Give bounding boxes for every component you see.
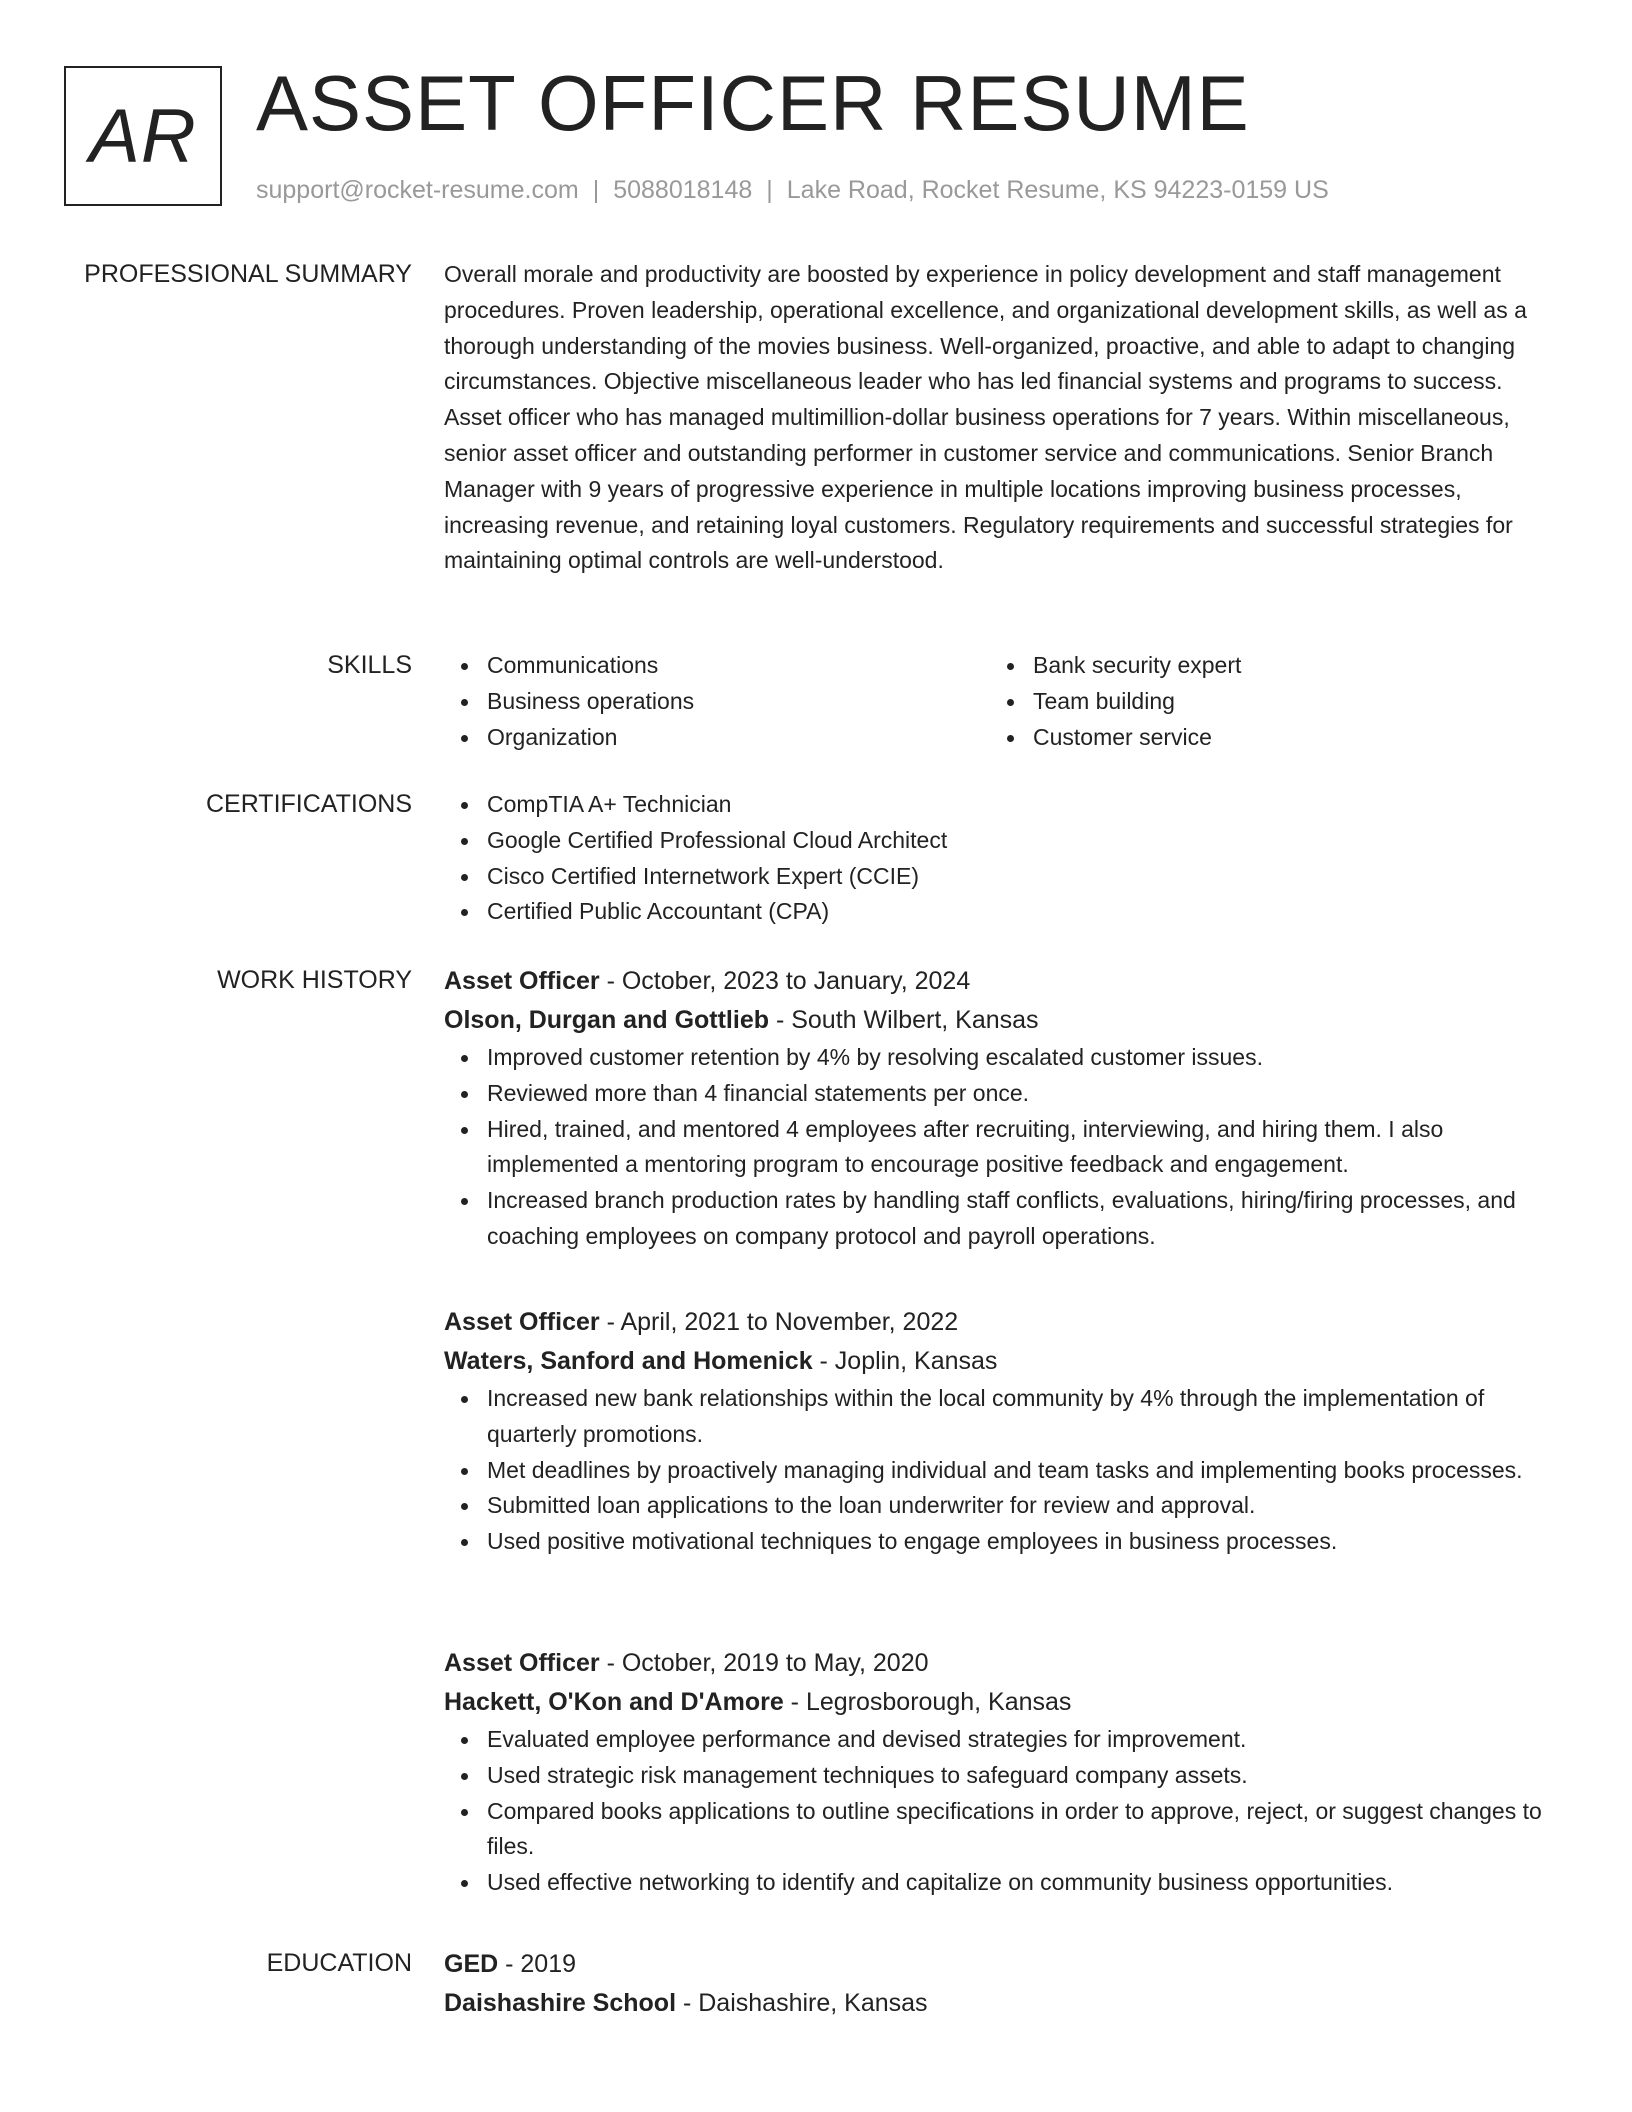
- job-bullet: Compared books applications to outline specifications in order to approve, reject, or suggest changes to files.: [487, 1794, 1556, 1866]
- education-label: EDUCATION: [266, 1949, 412, 1977]
- monogram-logo: AR: [64, 66, 222, 206]
- contact-email: support@rocket-resume.com: [256, 176, 579, 204]
- certification-item: Google Certified Professional Cloud Architect: [487, 823, 1556, 859]
- job-company: Olson, Durgan and Gottlieb: [444, 1006, 769, 1034]
- job-bullet: Increased branch production rates by handling staff conflicts, evaluations, hiring/firing processes, and coaching employees on company protocol and payroll operations.: [487, 1183, 1556, 1255]
- job-bullet: Used positive motivational techniques to engage employees in business processes.: [487, 1524, 1556, 1560]
- skill-item: Team building: [1033, 684, 1530, 720]
- contact-line: [256, 174, 1329, 206]
- job-bullet: Evaluated employee performance and devised strategies for improvement.: [487, 1722, 1556, 1758]
- job-bullet: Used effective networking to identify and capitalize on community business opportunities.: [487, 1865, 1556, 1901]
- work-history-label: WORK HISTORY: [217, 966, 412, 994]
- job-company: Hackett, O'Kon and D'Amore: [444, 1688, 784, 1716]
- job-bullet: Submitted loan applications to the loan underwriter for review and approval.: [487, 1488, 1556, 1524]
- skills-label: SKILLS: [327, 651, 412, 679]
- job-entry: [444, 1303, 1556, 1560]
- job-entry: [444, 1644, 1556, 1901]
- certification-item: Certified Public Accountant (CPA): [487, 894, 1556, 930]
- job-bullet: Used strategic risk management techniques to safeguard company assets.: [487, 1758, 1556, 1794]
- education-year: - 2019: [498, 1950, 577, 1978]
- job-title: Asset Officer: [444, 1649, 600, 1677]
- job-entry: [444, 962, 1556, 1255]
- education-school: Daishashire School: [444, 1989, 677, 2017]
- skills-section: [444, 648, 1556, 758]
- certifications-section: [444, 787, 1556, 930]
- job-dates: - April, 2021 to November, 2022: [599, 1308, 959, 1336]
- job-bullet: Reviewed more than 4 financial statements per once.: [487, 1076, 1556, 1112]
- job-location: - Joplin, Kansas: [812, 1347, 998, 1375]
- job-bullet: Met deadlines by proactively managing individual and team tasks and implementing books processes.: [487, 1453, 1556, 1489]
- job-bullet: Increased new bank relationships within the local community by 4% through the implementation of quarterly promotions.: [487, 1381, 1556, 1453]
- job-title: Asset Officer: [444, 967, 600, 995]
- resume-title: ASSET OFFICER RESUME: [256, 59, 1250, 147]
- job-title-line: [444, 1303, 1556, 1342]
- skill-item: Bank security expert: [1033, 648, 1530, 684]
- certification-item: Cisco Certified Internetwork Expert (CCIE): [487, 859, 1556, 895]
- education-section: [444, 1945, 1556, 2023]
- job-bullet: Hired, trained, and mentored 4 employees after recruiting, interviewing, and hiring them. I also implemented a mentoring program to encourage positive feedback and engagement.: [487, 1112, 1556, 1184]
- job-dates: - October, 2023 to January, 2024: [599, 967, 971, 995]
- education-degree-line: [444, 1945, 1556, 1984]
- skills-column-1: [444, 648, 984, 755]
- contact-phone: 5088018148: [613, 176, 753, 204]
- summary-label: PROFESSIONAL SUMMARY: [84, 260, 412, 288]
- skills-column-2: [990, 648, 1530, 755]
- certification-item: CompTIA A+ Technician: [487, 787, 1556, 823]
- skill-item: Organization: [487, 720, 984, 756]
- job-location: - South Wilbert, Kansas: [769, 1006, 1039, 1034]
- education-school-line: [444, 1984, 1556, 2023]
- job-bullet: Improved customer retention by 4% by resolving escalated customer issues.: [487, 1040, 1556, 1076]
- contact-address: Lake Road, Rocket Resume, KS 94223-0159 US: [786, 176, 1329, 204]
- job-company-line: [444, 1001, 1556, 1040]
- education-degree: GED: [444, 1950, 499, 1978]
- certifications-label: CERTIFICATIONS: [205, 790, 412, 818]
- job-title-line: [444, 962, 1556, 1001]
- contact-separator: |: [766, 176, 773, 204]
- skill-item: Customer service: [1033, 720, 1530, 756]
- skill-item: Business operations: [487, 684, 984, 720]
- job-company: Waters, Sanford and Homenick: [444, 1347, 813, 1375]
- job-company-line: [444, 1342, 1556, 1381]
- summary-section: [444, 257, 1556, 579]
- job-company-line: [444, 1683, 1556, 1722]
- job-title-line: [444, 1644, 1556, 1683]
- summary-text: Overall morale and productivity are boosted by experience in policy development and staff management procedures. Proven leadership, operational excellence, and organizational development skills, as well as a thorough understanding of the movies business. Well-organized, proactive, and able to adapt to changing circumstances. Objective miscellaneous leader who has led financial systems and programs to success. Asset officer who has managed multimillion-dollar business operations for 7 years. Within miscellaneous, senior asset officer and outstanding performer in customer service and communications. Senior Branch Manager with 9 years of progressive experience in multiple locations improving business processes, increasing revenue, and retaining loyal customers. Regulatory requirements and successful strategies for maintaining optimal controls are well-understood.: [444, 261, 1527, 574]
- skill-item: Communications: [487, 648, 984, 684]
- job-title: Asset Officer: [444, 1308, 600, 1336]
- job-dates: - October, 2019 to May, 2020: [599, 1649, 929, 1677]
- contact-separator: |: [592, 176, 600, 204]
- education-location: - Daishashire, Kansas: [676, 1989, 928, 2017]
- job-location: - Legrosborough, Kansas: [783, 1688, 1072, 1716]
